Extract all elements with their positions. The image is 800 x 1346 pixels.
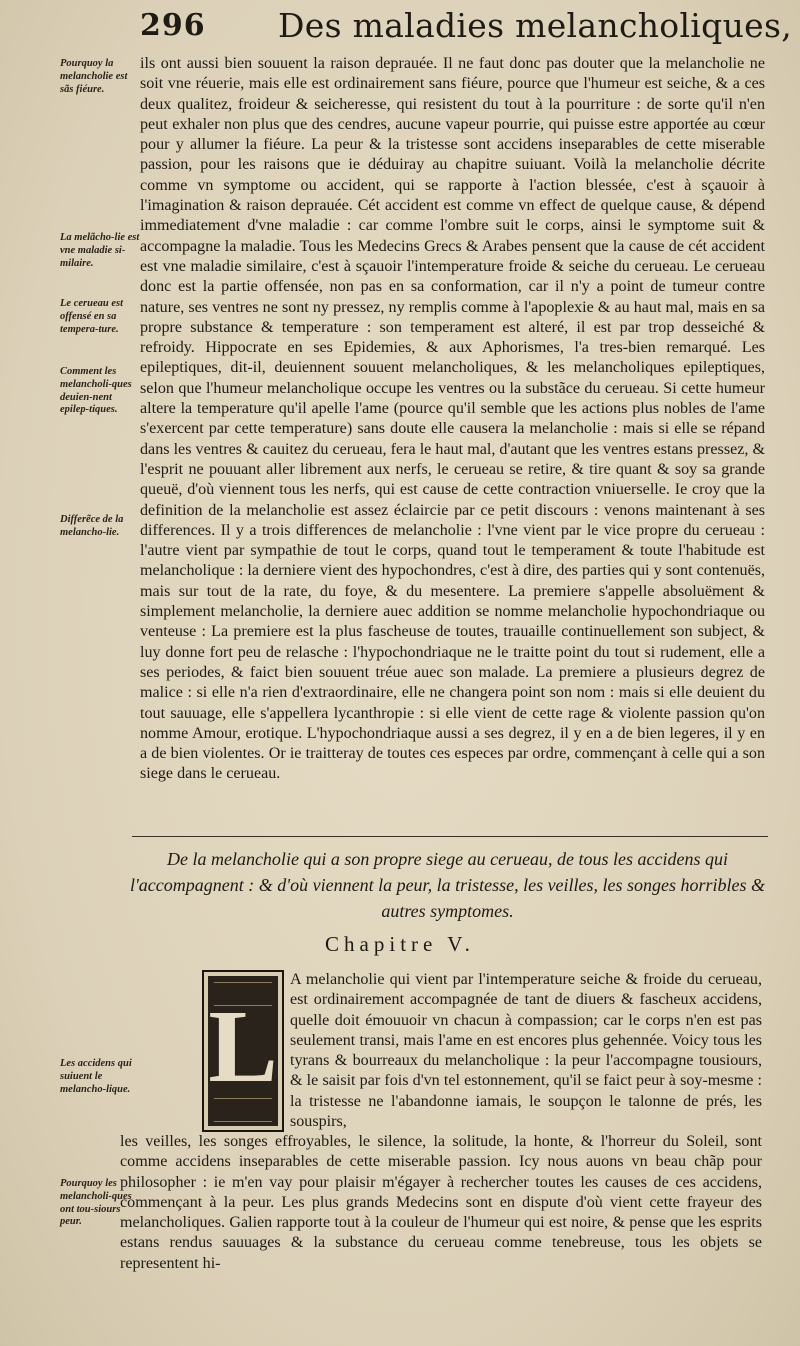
margin-note-epileptic: Comment les melancholi-ques deuien-nent epilep-tiques. — [60, 366, 132, 416]
chapter-continued-text — [120, 1132, 762, 1274]
margin-note-similar-disease: La melãcho-lie est vne maladie si-milaire. — [60, 232, 140, 269]
initial-letter: L — [208, 989, 278, 1104]
decorated-initial — [202, 970, 284, 1132]
margin-note-brain-temperature: Le cerueau est offensé en sa tempera-ture. — [60, 298, 123, 335]
margin-note-fever: Pourquoy la melancholie est sãs fiéure. — [60, 58, 128, 95]
page-header — [140, 4, 792, 56]
initial-ornament-bottom — [214, 1098, 272, 1122]
chapter-heading: De la melancholie qui a son propre siege au cerueau, de tous les accidens qui l'accompagnent : & d'où viennent la peur, la tristesse, les veilles, les songes horribles & autres symptomes. — [129, 849, 766, 921]
body-paragraph: ils ont aussi bien souuent la raison deprauée. Il ne faut donc pas douter que la melancholie ne soit vne réuerie, mais elle est ordinairement sans fiéure, pource que l'humeur est seiche, & a ces deux qualitez, froideur & seicheresse, qui resistent du tout à la pourriture : de sorte qu'il n'en peut exhaler non plus que des cendres, aucune vapeur pourrie, qui puisse estre apportée au cœur pour y allumer la fiéure. La peur & la tristesse sont accidens inseparables de cette miserable passion, pour les raisons que ie déduiray au chapitre suiuant. Voilà la melancholie décrite comme vn symptome ou accident, qui se rapporte à l'action blessée, c'est à sçauoir à l'imagination & raison deprauée. Cét accident est comme vn effect de quelque cause, & dépend immediatement d'vne maladie : car comme l'ombre suit le corps, ainsi le symptome suit & accompagne la maladie. Tous les Medecins Grecs & Arabes pensent que la cause de cét accident est vne maladie similaire, c'est à sçauoir l'intemperature froide & seiche du cerueau. Le cerueau donc est la partie offensée, non pas en sa conformation, car il n'y a point de tumeur contre nature, ses ventres ne sont ny pressez, ny remplis comme à l'apoplexie & au haut mal, mais en sa propre substance & temperature : son temperament est alteré, il est par trop desseiché & refroidy. Hippocrate en ses Epidemies, & aux Aphorismes, l'a tres-bien remarqué. Les epileptiques, dit-il, deuiennent souuent melancholiques, & les melancholiques epileptiques, selon que l'humeur melancholique occupe les ventres ou la substãce du cerueau. Si cette humeur altere la temperature qu'il apelle l'ame (pource qu'il semble que les actions plus nobles de l'ame s'exercent par cette temperature) sans doute elle causera la melancholie : mais si elle se répand dans les ventres & cauitez du cerueau, fera le haut mal, d'autant que les ventres estans pressez, & l'esprit ne pouuant aller librement aux nerfs, le cerueau se retire, & tire quant & soy sa grande queuë, d'où viennent tous les nerfs, qui est cause de cette contraction vniuerselle. Ie croy que la definition de la melancholie est assez éclaircie par ce petit discours : venons maintenant à ses differences. Il y a trois differences de melancholie : l'vne vient par le vice propre du cerueau : l'autre vient par sympathie de tout le corps, quand tout le temperament & toute l'habitude est melancholique : la derniere vient des hypochondres, c'est à dire, des parties qui y sont contenuës, mais sur tout de la rate, du foye, & du mesentere. La premiere s'appelle absoluëment & simplement melancholie, la derniere auec addition se nomme melancholie hypochondriaque ou venteuse : La premiere est la plus fascheuse de toutes, trauaille continuellement son subject, & luy donne fort peu de relasche : l'hypochondriaque ne le traitte point du tout si rudement, elle a ses periodes, & faict bien souuent tréue auec son malade. La premiere a plusieurs degrez de malice : si elle n'a rien d'extraordinaire, elle ne changera point son nom : mais si elle deuient du tout sauuage, elle s'appellera lycanthropie : si elle vient de cette rage & violente passion qu'on nomme Amour, erotique. L'hypochondriaque aussi a ses degrez, il y en a de bien legeres, il y en a de bien violentes. Or ie traitteray de toutes ces especes par ordre, commençant à celle qui a son siege dans le cerueau. — [140, 55, 765, 783]
page-number: 296 — [140, 8, 206, 43]
body-text — [140, 54, 765, 785]
margin-note-fear: Pourquoy les melancholi-ques ont tou-siours peur. — [60, 1178, 132, 1228]
chapter-opening-text — [290, 970, 762, 1132]
margin-note-accidents: Les accidens qui suiuent le melancho-lique. — [60, 1058, 132, 1095]
section-rule — [132, 836, 768, 837]
running-title: Des maladies melancholiques, — [278, 6, 792, 45]
chapter-opening-paragraph: A melancholie qui vient par l'intemperature seiche & froide du cerueau, est ordinairement accompagnée de tant de diuers & fascheux accidens, quelle doit émouuoir vn chacun à compassion; car le corps n'en est pas seulement transi, mais l'ame en est encores plus gehennée. Voicy tous les tyrans & bourreaux du melancholique : la peur l'accompagne tousiours, & le saisit par fois d'vn tel estonnement, qu'il se faict peur à soy-mesme : la tristesse ne l'abandonne iamais, le soupçon le talonne de prés, les souspirs, — [290, 971, 762, 1131]
chapter-continued-paragraph: les veilles, les songes effroyables, le silence, la solitude, la honte, & l'horreur du Soleil, sont comme accidens inseparables de cette miserable passion. Icy nous auons vn beau chãp pour philosopher : ie m'en vay pour plaisir m'égayer à rechercher toutes les causes de ces accidens, commençant à la peur. Les plus grands Medecins sont en dispute d'où vient cette frayeur des melancholiques. Galien rapporte tout à la couleur de l'humeur qui est noire, & pense que les esprits estans rendus sauuages & la substance du cerueau comme tenebreuse, tous les objets se representent hi- — [120, 1133, 762, 1272]
chapter-title: Chapitre V. — [325, 932, 475, 956]
margin-note-differences: Differẽce de la melancho-lie. — [60, 514, 124, 538]
